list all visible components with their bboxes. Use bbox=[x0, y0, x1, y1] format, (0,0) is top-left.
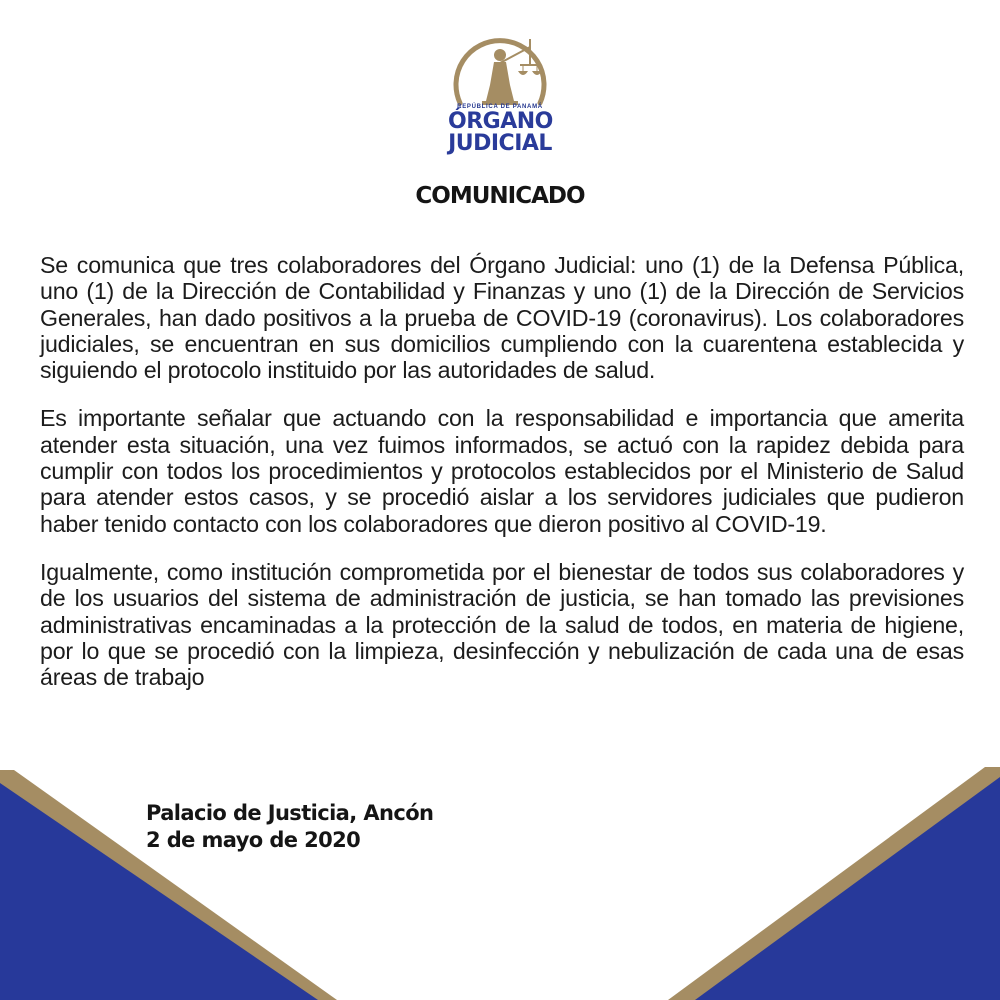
paragraph-1: Se comunica que tres colaboradores del Órgano Judicial: uno (1) de la Defensa Pública, uno (1) de la Dirección de Contabilidad y Finanzas y uno (1) de la Dirección de Servicios Generales, han dado positivos a la prueba de COVID-19 (coronavirus). Los colaboradores judiciales, se encuentran en sus domicilios cumpliendo con la cuarentena establecida y siguiendo el protocolo instituido por las autoridades de salud. bbox=[40, 252, 964, 384]
logo-line-organo: ÓRGANO bbox=[448, 109, 553, 134]
paragraph-2: Es importante señalar que actuando con la responsabilidad e importancia que amerita atender esta situación, una vez fuimos informados, se actuó con la rapidez debida para cumplir con todos los procedimientos y protocolos establecidos por el Ministerio de Salud para atender estos casos, y se procedió aislar a los servidores judiciales que pudieron haber tenido contacto con los colaboradores que dieron positivo al COVID-19. bbox=[40, 405, 964, 537]
announcement-body bbox=[40, 252, 964, 712]
logo-republic-text: REPÚBLICA DE PANAMÁ bbox=[457, 104, 543, 110]
signoff bbox=[146, 800, 433, 854]
paragraph-3: Igualmente, como institución comprometida por el bienestar de todos sus colaboradores y de los usuarios del sistema de administración de justicia, se han tomado las previsiones administrativas encaminadas a la protección de la salud de todos, en materia de higiene, por lo que se procedió con la limpieza, desinfección y nebulización de cada una de esas áreas de trabajo bbox=[40, 558, 964, 691]
signoff-place: Palacio de Justicia, Ancón bbox=[146, 801, 434, 825]
logo-line-judicial: JUDICIAL bbox=[448, 131, 552, 156]
page-title: COMUNICADO bbox=[415, 183, 585, 209]
organo-judicial-logo bbox=[440, 25, 560, 160]
signoff-date: 2 de mayo de 2020 bbox=[146, 828, 361, 852]
